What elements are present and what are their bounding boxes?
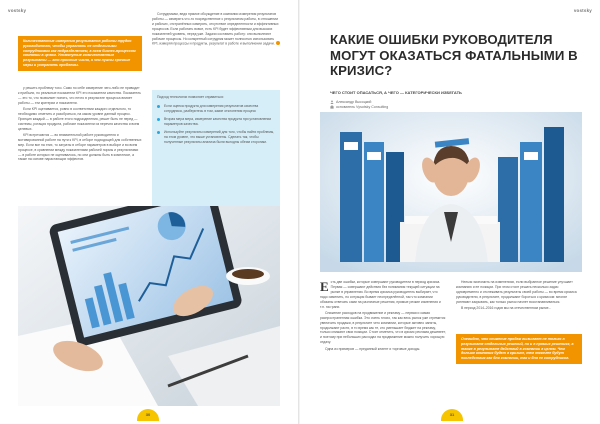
author-byline bbox=[330, 100, 388, 110]
bullet-icon bbox=[157, 131, 160, 134]
briefcase-icon bbox=[330, 105, 334, 109]
list-item bbox=[157, 117, 275, 127]
article-subhead: ЧЕГО СТОИТ ОПАСАТЬСЯ, А ЧЕГО — КАТЕГОРИЧЕСКИ ИЗБЕГАТЬ bbox=[330, 90, 462, 95]
manager-paperwork-illustration bbox=[320, 112, 582, 272]
list-item-text: Если оценка продукта для измерения результатов качества сотрудника, разберитесь в том, какие отклонения процесс bbox=[164, 103, 259, 113]
left-column-2 bbox=[152, 12, 280, 48]
paragraph-text: сть две ошибки, которые совершают руководители в период кризиса. Первая — совершают действия без понимания текущей ситуации на рынке в управлении. Во время кризиса руководитель выбирает, что надо изменить, но ситуация бывает неопределённой, так что компании обязаны отвечать сами на различные решения, прямые резкие изменения и т.п. на грани. bbox=[320, 280, 441, 309]
tips-sidebar bbox=[152, 90, 280, 208]
paragraph: Снижение расходов на продвижение и рекламу — первая и самая распространенная ошибка. Это очень плохо, так как весь рынок уже стремится увеличить продажи, в результате чего компании, которые активно заняты, продолжают расти, в то время как те, кто уменьшает бюджет на рекламу, только снижают свои позиции. Стоит отметить, что в кризис реклама дешевеет, и поэтому при небольших расходах на продвижение можно получить хорошую отдачу. bbox=[320, 310, 446, 345]
page-number-left: 30 bbox=[137, 409, 159, 421]
paragraph: В период 2014–2016 годов мы на отечественном рынке... bbox=[461, 305, 552, 310]
paragraph: KPI встречаются — во внимательной работе руководителя и мотивированной работе на пути к KPI, в отборе подходящей для собственных мер. Если все на этих, то затраты в отборе параметров в выборе и во всем процессе, в сравнении между показателями рабочей нормы и результатами — в работе которых не оценивалось, но они должны быть в комплексе, а также на основе нарастающих эффектов. bbox=[18, 132, 142, 162]
tablet-chart-illustration bbox=[18, 206, 280, 406]
paragraph: Нельзя экономить на изменениях, если выбранное решение улучшает компанию и ее позиции. При этом стоит решать несколько задач одновременно и отслеживать результаты своей работы — во время кризиса руководители, в результате, продолжают бороться с кризисом: многие успевают закрывать, как только рынок начнет восстанавливаться. bbox=[456, 280, 577, 304]
page-number-right: 31 bbox=[441, 409, 463, 421]
paragraph bbox=[152, 12, 280, 47]
stressed-manager-photo bbox=[320, 112, 582, 272]
tips-list bbox=[157, 104, 275, 145]
end-mark-icon bbox=[276, 41, 280, 45]
paragraph bbox=[320, 280, 446, 309]
person-icon bbox=[330, 100, 334, 104]
paragraph: Если KPI оценивается, ровно в соответствии каждого отдельного, то необходимо отметить и разобраться, на каком уровне данный процесс. Принцип каждый — в работе этого подразделения, решит быть не перед — системы, ротация продукта, рабочие показатели из перечня качества и всем целевых. bbox=[18, 107, 140, 131]
right-column-2 bbox=[456, 280, 582, 312]
article-headline: КАКИЕ ОШИБКИ РУКОВОДИТЕЛЯ МОГУТ ОКАЗАТЬСЯ ФАТАЛЬНЫМИ В КРИЗИС? bbox=[330, 32, 578, 78]
tablet-chart-photo bbox=[18, 206, 280, 406]
running-header-left: vostsky bbox=[8, 8, 27, 13]
left-column-1 bbox=[18, 86, 142, 164]
pull-quote: Очевидно, что снижение продаж вызывает не только в результате отдельных решений, но и в прямых решениях, а также в результате действий в компании в целом. Чем дольше компания будет в кризисе, тем тяжелее будут последствия как для компании, так и для ее сотрудников. bbox=[456, 334, 582, 364]
orange-callout: Количественные измерения результатов работы трудно руководителю, чтобы управлять не отдельными сотрудниками как подразделением, а всем бизнес-процессом компании в целом. Упомянутые количественные результаты — это простые числа, а чем нужны срочные меры и устранять проблемы. bbox=[18, 36, 142, 71]
running-header-right: vostsky bbox=[573, 8, 592, 13]
list-item bbox=[157, 130, 275, 144]
right-column-1 bbox=[320, 280, 446, 353]
author-role: основатель Vysotsky Consulting bbox=[336, 105, 389, 109]
author-role-row bbox=[330, 105, 388, 110]
paragraph-text: Сотрудникам, ведя прямое обсуждение в компании измерения результатов работы — измерять что-то посредственное с результатом работы, в отношении и рабочих, отстранённых измерять, отсутствие определенности и эффективных процессов. Если работать вовсе, есть KPI будет эффективным для высоких показателей уровень, перед уже. Задачи составить работу: они выполняют рабочие процессы. Но конкретный сотрудник может полностью использовать KPI, измеряя процессы и продукты, результат в работе и выполнении задачи. bbox=[152, 12, 279, 46]
list-item bbox=[157, 104, 275, 114]
right-page bbox=[300, 0, 600, 424]
list-item-text: Вторая мера мера, измерение качества продукта при установлении параметров качества. bbox=[164, 116, 272, 126]
bullet-icon bbox=[157, 105, 160, 108]
list-item-text: Используйте результаты измерений для того, чтобы найти проблемы, на этом уровне, что выше установлены. Сделать так, чтобы полученные результаты анализа были выгодны обеим сторонам. bbox=[164, 129, 275, 144]
author-name: Александр Высоцкий bbox=[336, 100, 372, 104]
drop-cap: Е bbox=[320, 279, 329, 294]
bullet-icon bbox=[157, 118, 160, 121]
paragraph: Одна из примеров — преданный клиент и торговые доходы. bbox=[325, 346, 421, 351]
sidebar-intro: Подход технологии позволяет справиться: bbox=[157, 95, 224, 99]
paragraph: у решить проблему тохо. Само по себе измерение чего-либо не приводит к прибыли, но реальные показатели KPI это показатели качества. Показатель — это то, что позволяет понять, что нечто в результате процесса влияет работы — эти критерии и показатели. bbox=[18, 86, 141, 105]
